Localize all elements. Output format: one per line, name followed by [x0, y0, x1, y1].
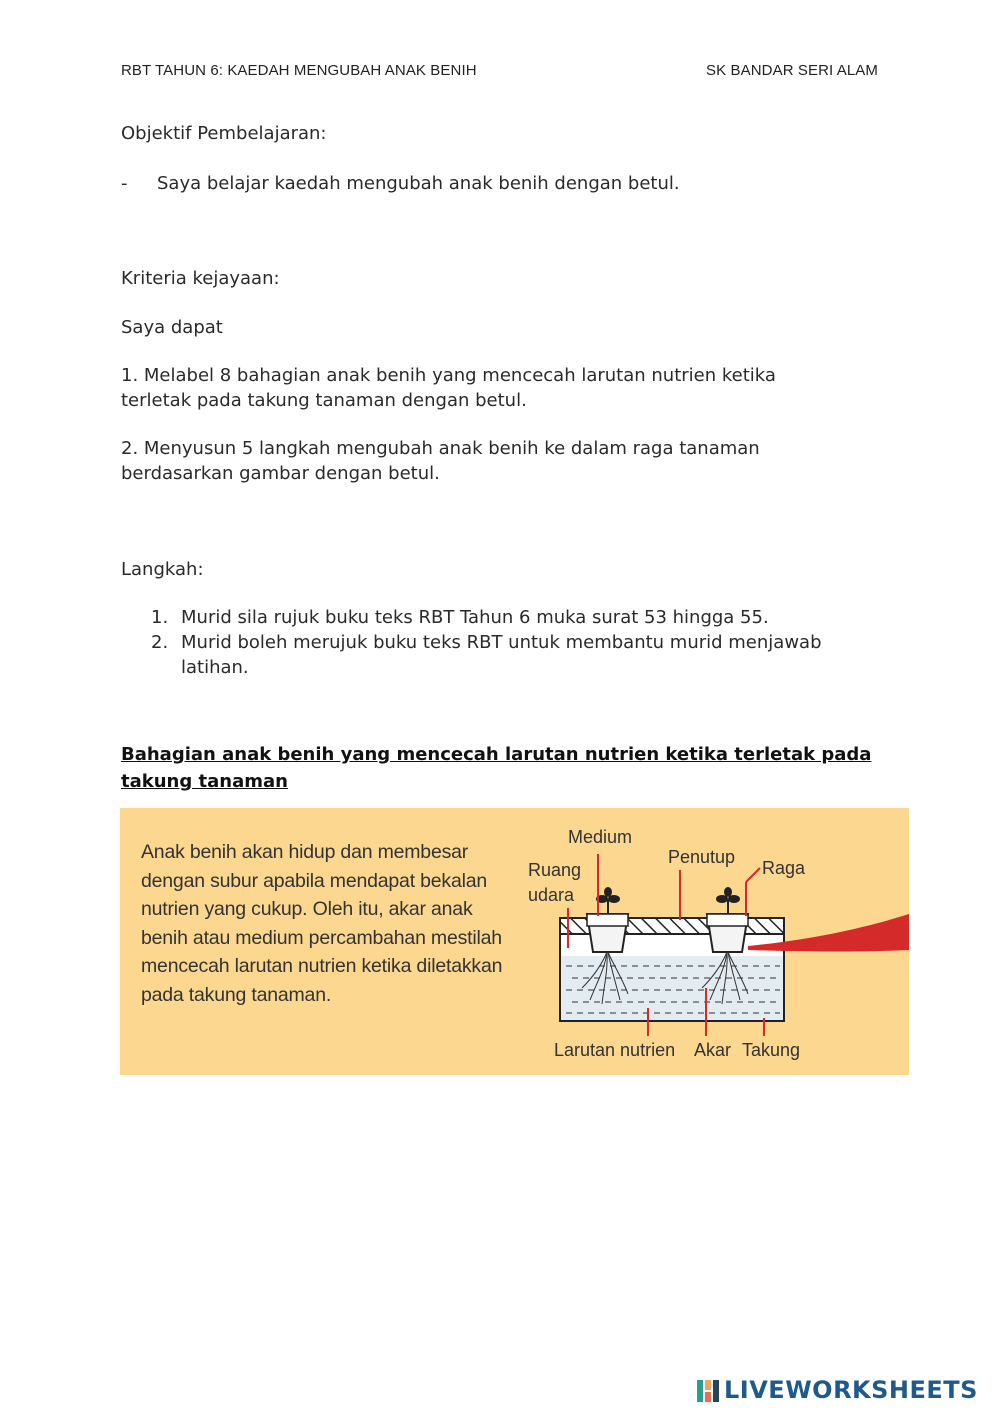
step-number: 1. — [151, 607, 169, 628]
header-left-title: RBT TAHUN 6: KAEDAH MENGUBAH ANAK BENIH — [121, 62, 477, 79]
section-title-line-1: Bahagian anak benih yang mencecah larutan nutrien ketika terletak pada — [121, 744, 872, 765]
nutrient-solution — [561, 956, 783, 1020]
label-takung: Takung — [742, 1040, 801, 1060]
header-school-name: SK BANDAR SERI ALAM — [706, 62, 878, 79]
criteria-item-2-line-1: 2. Menyusun 5 langkah mengubah anak benih ke dalam raga tanaman — [121, 438, 760, 459]
label-larutan-nutrien: Larutan nutrien — [554, 1040, 676, 1060]
criteria-item-1-line-2: terletak pada takung tanaman dengan betul. — [121, 390, 527, 411]
label-penutup: Penutup — [668, 847, 736, 867]
list-item — [121, 605, 881, 630]
criteria-intro: Saya dapat — [121, 317, 223, 338]
step-text-continued: latihan. — [181, 657, 249, 678]
label-raga: Raga — [762, 858, 806, 878]
objective-item: Saya belajar kaedah mengubah anak benih dengan betul. — [157, 173, 680, 194]
step-number: 2. — [151, 632, 169, 653]
section-title — [121, 741, 881, 795]
criteria-item-2-line-2: berdasarkan gambar dengan betul. — [121, 463, 440, 484]
steps-list — [121, 605, 881, 680]
figure-panel — [120, 808, 909, 1075]
step-text: Murid boleh merujuk buku teks RBT untuk membantu murid menjawab — [181, 632, 822, 653]
figure-text-line: dengan subur apabila mendapat bekalan — [141, 869, 488, 892]
figure-text-line: Anak benih akan hidup dan membesar — [141, 841, 469, 863]
figure-text-line: pada takung tanaman. — [141, 983, 332, 1006]
hydroponic-diagram — [120, 808, 909, 1075]
label-udara: udara — [528, 885, 575, 905]
criteria-heading: Kriteria kejayaan: — [121, 268, 280, 289]
list-item — [121, 630, 881, 680]
criteria-item-1-line-1: 1. Melabel 8 bahagian anak benih yang mencecah larutan nutrien ketika — [121, 365, 776, 386]
liveworksheets-brand[interactable]: LIVEWORKSHEETS — [724, 1376, 978, 1404]
label-ruang: Ruang — [528, 860, 582, 880]
seedling-right-icon — [716, 887, 740, 914]
section-title-line-2: takung tanaman — [121, 771, 288, 792]
label-akar: Akar — [694, 1040, 732, 1060]
seedling-left-icon — [596, 887, 620, 914]
label-medium: Medium — [568, 827, 633, 847]
steps-heading: Langkah: — [121, 559, 204, 580]
objective-bullet: - — [121, 173, 128, 194]
step-text: Murid sila rujuk buku teks RBT Tahun 6 muka surat 53 hingga 55. — [181, 607, 769, 628]
figure-text-line: nutrien yang cukup. Oleh itu, akar anak — [141, 898, 473, 920]
liveworksheets-logo-icon — [697, 1380, 721, 1402]
figure-text-line: mencecah larutan nutrien ketika diletakkan — [141, 955, 503, 977]
figure-text-line: benih atau medium percambahan mestilah — [141, 926, 502, 949]
objective-heading: Objektif Pembelajaran: — [121, 123, 327, 144]
